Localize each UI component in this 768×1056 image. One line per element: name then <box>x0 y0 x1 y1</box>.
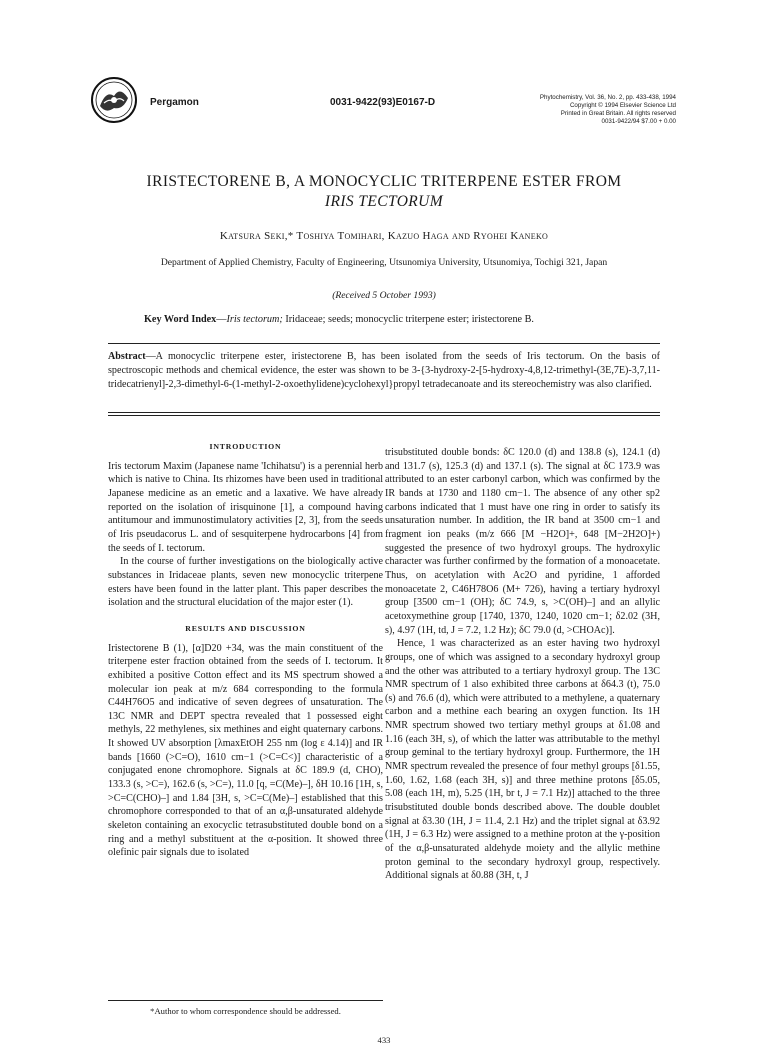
results-heading: RESULTS AND DISCUSSION <box>185 623 306 633</box>
keyword-rest: Iridaceae; seeds; monocyclic triterpene ester; iristectorene B. <box>282 314 534 325</box>
title-line-1: IRISTECTORENE B, A MONOCYCLIC TRITERPENE ESTER FROM <box>146 173 622 190</box>
abstract-text: —A monocyclic triterpene ester, iristectorene B, has been isolated from the seeds of Iris tectorum. On the basis of spectroscopic methods and chemical evidence, the ester was shown to be 3-{3-hydroxy-2-[5-hydroxy-4,8,12-trimethyl-(3E,7E)-3,7,11-tridecatrienyl]-2,3-dimethyl-6-(1-methyl-2-oxoethylidene)cyclohexyl}propyl tetradecanoate and its stereochemistry was also clarified. <box>108 351 660 390</box>
abstract-label: Abstract <box>108 351 146 362</box>
intro-paragraph-2: In the course of further investigations on the biologically active substances in Iridaceae plants, seven new monocyclic triterpene esters have been found in the latter plant. This paper describes the isolation and the structural elucidation of the major ester (1). <box>108 556 383 609</box>
footnote-rule <box>108 1000 383 1001</box>
keyword-label: Key Word Index <box>144 314 217 325</box>
abstract-bottom-rule <box>108 412 660 413</box>
left-column <box>108 440 383 860</box>
abstract <box>108 350 660 391</box>
right-paragraph-2: Hence, 1 was characterized as an ester having two hydroxyl groups, one of which was assigned to a secondary hydroxyl group and the other was attributed to a tertiary hydroxyl group. The 13C NMR spectrum of 1 also exhibited three carbons at δ64.3 (t), 75.0 (s) and 76.6 (d), which were attributed to a methylene, a quaternary carbon and a methine each bearing an oxygen function. Its 1H NMR spectrum showed two tertiary methyl groups at δ1.08 and 1.16 (each 3H, s), of which the latter was attributable to the methyl group geminal to the tertiary hydroxyl group. Furthermore, the 1H NMR spectrum revealed the presence of four methyl groups [δ1.55, 1.60, 1.62, 1.68 (each 3H, s)] and three methine protons [δ5.05, 5.08 (each 1H, m), 5.25 (1H, br t, J = 7.1 Hz)] attached to the three trisubstituted double bonds described above. The double doublet signal at δ3.30 (1H, J = 11.4, 2.1 Hz) and the triplet signal at δ3.92 (1H, J = 6.3 Hz) were assigned to a methine proton at the γ-position of the α,β-unsaturated aldehyde moiety and the allylic methine proton geminal to the secondary hydroxyl group, respectively. Additional signals at δ0.88 (3H, t, J <box>385 638 660 882</box>
page-number: 433 <box>377 1035 391 1045</box>
issn-price: 0031-9422/94 $7.00 + 0.00 <box>601 118 676 126</box>
journal-citation: Phytochemistry, Vol. 36, No. 2, pp. 433-438, 1994 <box>539 94 676 101</box>
title-line-2: IRIS TECTORUM <box>324 193 444 210</box>
printed-in: Printed in Great Britain. All rights reserved <box>560 110 676 118</box>
publisher-name: Pergamon <box>150 97 199 108</box>
authors: Katsura Seki,* Toshiya Tomihari, Kazuo Haga and Ryohei Kaneko <box>219 230 549 242</box>
copyright: Copyright © 1994 Elsevier Science Ltd <box>569 102 676 110</box>
journal-info <box>540 94 676 126</box>
right-paragraph-1: trisubstituted double bonds: δC 120.0 (d) and 138.8 (s), 124.1 (d) and 131.7 (s), 125.3 (d) and 137.1 (s). The signal at δC 173.9 was attributed to an ester carbonyl carbon, which was confirmed by the IR bands at 1730 and 1180 cm−1. The absence of any other sp2 carbons indicated that 1 must have one ring in order to satisfy its unsaturation number. In addition, the IR band at 3500 cm−1 and fragment ion peaks (m/z 666 [M −H2O]+, 648 [M−2H2O]+) suggested the presence of two hydroxyl groups. The hydroxylic character was further confirmed by the formation of a monoacetate. Thus, on acetylation with Ac2O and pyridine, 1 afforded monoacetate 2, C46H78O6 (M+ 726), having a tertiary hydroxyl group [3500 cm−1 (OH); δC 74.9, s, >C(OH)–] and an allylic acetoxymethine group [1740, 1370, 1240, 1020 cm−1; δ2.02 (3H, s), 4.97 (1H, td, J = 7.2, 1.2 Hz); δC 79.0 (d, >CHOAc)]. <box>385 447 660 636</box>
received-date: (Received 5 October 1993) <box>332 290 436 301</box>
abstract-bottom-rule-2 <box>108 415 660 416</box>
right-column <box>385 446 660 883</box>
publisher-logo <box>90 76 138 124</box>
footnote: *Author to whom correspondence should be addressed. <box>150 1006 341 1016</box>
keyword-species: Iris tectorum; <box>226 314 283 325</box>
introduction-heading: INTRODUCTION <box>209 442 282 451</box>
article-title <box>80 172 688 212</box>
keyword-index: Key Word Index—Iris tectorum; Iridaceae; seeds; monocyclic triterpene ester; iristectorene B. <box>144 314 534 325</box>
intro-paragraph-1: Iris tectorum Maxim (Japanese name 'Ichihatsu') is a perennial herb which is native to China. Its rhizomes have been used in traditional Japanese medicine as an emetic and a laxative. We have already reported on the isolation of irisquinone [1], a compound having antitumour and immunostimulatory activities [2, 3], from the seeds of Iris pseudacorus L. and of sesquiterpene hydrocarbons [4] from the seeds of I. tectorum. <box>108 460 383 554</box>
results-paragraph-1: Iristectorene B (1), [α]D20 +34, was the main constituent of the triterpene ester fraction obtained from the seeds of I. tectorum. It exhibited a positive Cotton effect and its MS spectrum showed a molecular ion peak at m/z 684 corresponding to the formula C44H76O5 and indicative of seven degrees of unsaturation. The 13C NMR and DEPT spectra revealed that 1 possessed eight methyls, 22 methylenes, six methines and eight quaternary carbons. It showed UV absorption [λmaxEtOH 255 nm (log ε 4.14)] and IR bands [1660 (>C=O), 1610 cm−1 (>C=C<)] characteristic of a conjugated enone chromophore. Signals at δC 189.9 (d, CHO), 133.3 (s, >C=), 162.6 (s, >C=), 11.0 [q, =C(Me)–], δH 10.16 [1H, s, >C=C(CHO)–] and 1.84 [3H, s, >C=C(Me)–] established that this chromophore corresponded to that of an α,β-unsaturated aldehyde skeleton containing an exocyclic tetrasubstituted double bond on a ring and a methyl substituent at the α-position. It showed three olefinic pair signals due to isolated <box>108 642 383 859</box>
affiliation: Department of Applied Chemistry, Faculty of Engineering, Utsunomiya University, Utsunomiya, Tochigi 321, Japan <box>160 257 608 268</box>
abstract-top-rule <box>108 343 660 344</box>
doi: 0031-9422(93)E0167-D <box>330 97 436 108</box>
